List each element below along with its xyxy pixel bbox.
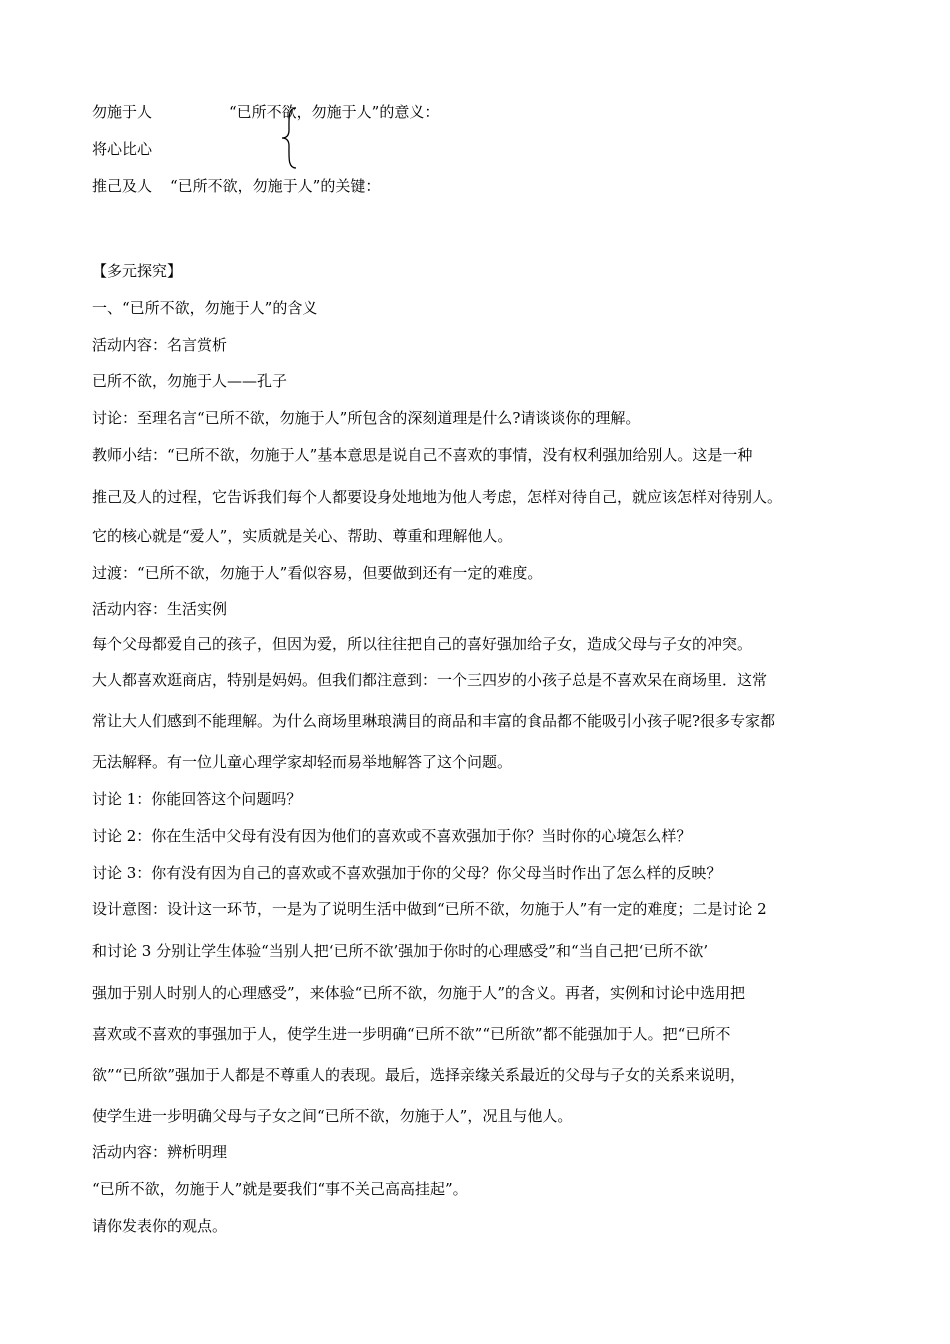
subsection-title: 一、“已所不欲，勿施于人”的含义 [92,299,318,317]
example-line: 无法解释。有一位儿童心理学家却轻而易举地解答了这个问题。 [92,753,513,771]
question-line: 讨论 2：你在生活中父母有没有因为他们的喜欢或不喜欢强加于你？当时你的心境怎么样？ [92,827,692,845]
example-line: 常让大人们感到不能理解。为什么商场里琳琅满目的商品和丰富的食品都不能吸引小孩子呢?很多专家都 [92,712,776,730]
outline-item-1: 勿施于人 [92,103,153,121]
quote-line: 已所不欲，勿施于人——孔子 [92,372,288,390]
intent-line: 喜欢或不喜欢的事强加于人，使学生进一步明确“已所不欲”“已所欲”都不能强加于人。把“已所不 [92,1025,731,1043]
summary-line: 推己及人的过程，它告诉我们每个人都要设身处地地为他人考虑，怎样对待自己，就应该怎样对待别人。 [92,488,783,506]
question-line: 讨论 3：你有没有因为自己的喜欢或不喜欢强加于你的父母？你父母当时作出了怎么样的反映？ [92,864,722,882]
summary-line: 教师小结：“已所不欲，勿施于人”基本意思是说自己不喜欢的事情，没有权利强加给别人。这是一种 [92,446,753,464]
question-line: 讨论 1：你能回答这个问题吗？ [92,790,302,808]
section-heading: 【多元探究】 [92,262,183,280]
intent-line: 使学生进一步明确父母与子女之间“已所不欲，勿施于人”，况且与他人。 [92,1107,573,1125]
summary-line: 它的核心就是“爱人”，实质就是关心、帮助、尊重和理解他人。 [92,527,513,545]
outline-item-3: 推己及人 [92,177,153,195]
example-line: 每个父母都爱自己的孩子，但因为爱，所以往往把自己的喜好强加给子女，造成父母与子女的冲突。 [92,635,753,653]
key-label: “已所不欲，勿施于人”的关键： [170,177,381,195]
intent-line: 欲”“已所欲”强加于人都是不尊重人的表现。最后，选择亲缘关系最近的父母与子女的关系来说明， [92,1066,746,1084]
transition-line: 过渡：“已所不欲，勿施于人”看似容易，但要做到还有一定的难度。 [92,564,543,582]
intent-line: 强加于别人时别人的心理感受”，来体验“已所不欲，勿施于人”的含义。再者，实例和讨论中选用把 [92,984,746,1002]
discussion-line: 讨论：至理名言“已所不欲，勿施于人”所包含的深刻道理是什么?请谈谈你的理解。 [92,409,641,427]
activity-label-1: 活动内容：名言赏析 [92,336,228,354]
intent-line: 设计意图：设计这一环节，一是为了说明生活中做到“已所不欲，勿施于人”有一定的难度；二是讨论 2 [92,900,767,918]
example-line: 大人都喜欢逛商店，特别是妈妈。但我们都注意到：一个三四岁的小孩子总是不喜欢呆在商场里．这常 [92,671,768,689]
prompt-line: 请你发表你的观点。 [92,1217,228,1235]
meaning-label: “已所不欲，勿施于人”的意义： [229,103,440,121]
curly-brace-icon [280,106,302,170]
activity-label-2: 活动内容：生活实例 [92,600,228,618]
statement-line: “已所不欲，勿施于人”就是要我们“事不关己高高挂起”。 [92,1180,468,1198]
outline-item-2: 将心比心 [92,140,153,158]
intent-line: 和讨论 3 分别让学生体验“当别人把‘已所不欲’强加于你时的心理感受”和“当自己把‘已所不欲’ [92,942,709,960]
activity-label-3: 活动内容：辨析明理 [92,1143,228,1161]
